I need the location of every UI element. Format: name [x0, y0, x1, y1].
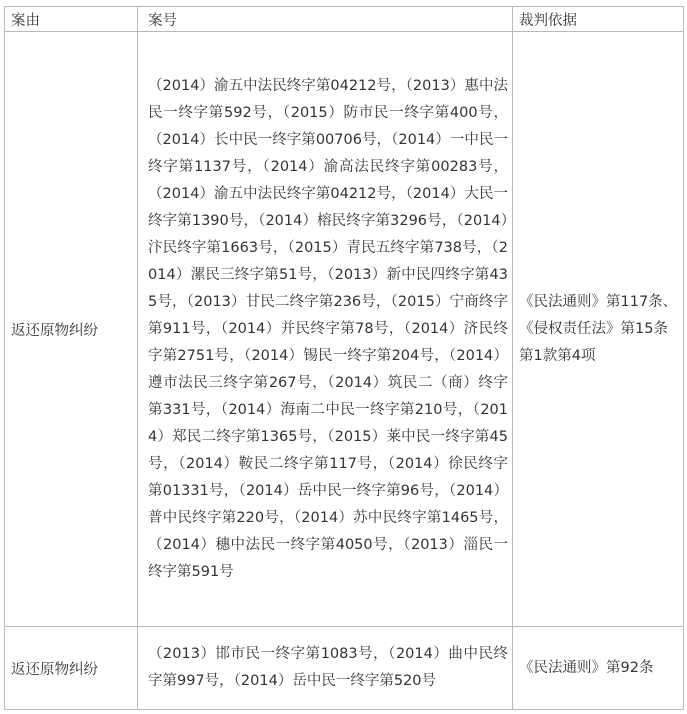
table-row	[5, 32, 684, 627]
header-basis: 裁判依据	[513, 7, 684, 32]
cell-case-numbers: （2014）渝五中法民终字第04212号，（2013）惠中法民一终字第592号，（2015）防市民一终字第400号，（2014）长中民一终字第00706号，（2014）一中民一终字第1137号，（2014）渝高法民终字第00283号，（2014）渝五中法民终字第04212号，（2014）大民一终字第1390号，（2014）榕民终字第3296号，（2014）汴民终字第1663号，（2015）青民五终字第738号，（2014）漯民三终字第51号，（2013）新中民四终字第435号，（2013）甘民二终字第236号，（2015）宁商终字第911号，（2014）并民终字第78号，（2014）济民终字第2751号，（2014）锡民一终字第204号，（2014）遵市法民三终字第267号，（2014）筑民二（商）终字第331号，（2014）海南二中民一终字第210号，（2014）郑民二终字第1365号，（2015）莱中民一终字第45号，（2014）鞍民二终字第117号，（2014）徐民终字第01331号，（2014）岳中民一终字第96号，（2014）普中民终字第220号，（2014）苏中民终字第1465号，（2014）穗中法民一终字第4050号，（2013）淄民一终字第591号	[138, 32, 513, 627]
table-header-row	[5, 7, 684, 32]
table-row	[5, 627, 684, 710]
cell-basis: 《民法通则》第117条、《侵权责任法》第15条第1款第4项	[513, 32, 684, 627]
case-table	[4, 6, 684, 710]
cell-cause: 返还原物纠纷	[5, 627, 138, 710]
header-cause: 案由	[5, 7, 138, 32]
cell-case-numbers: （2013）邯市民一终字第1083号，（2014）曲中民终字第997号，（2014）岳中民一终字第520号	[138, 627, 513, 710]
cell-basis: 《民法通则》第92条	[513, 627, 684, 710]
header-case-number: 案号	[138, 7, 513, 32]
cell-cause: 返还原物纠纷	[5, 32, 138, 627]
